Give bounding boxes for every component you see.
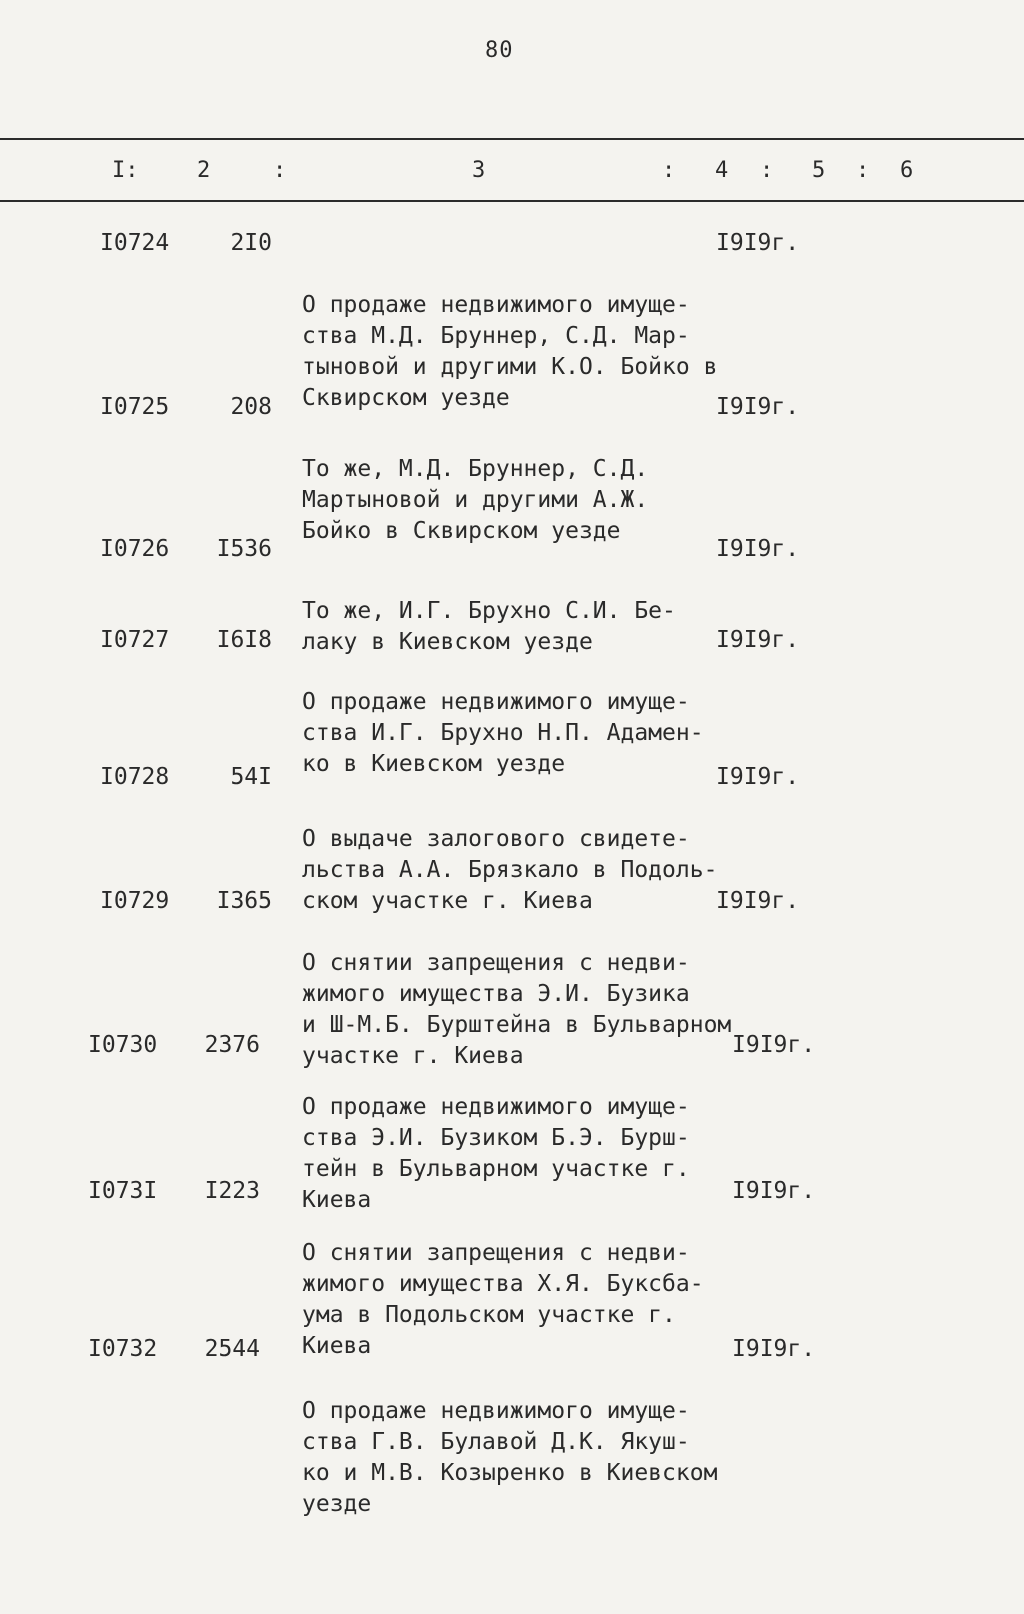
row-title: О продаже недвижимого имуще- ства И.Г. Брухно Н.П. Адамен- ко в Киевском уезде	[302, 689, 704, 777]
header-col2: 2	[197, 158, 211, 183]
header-col4: 4	[715, 158, 729, 183]
header-rule-bottom	[0, 200, 1024, 202]
header-col3: 3	[472, 158, 486, 183]
row-number: I0728	[100, 764, 170, 790]
header-sep1: :	[273, 158, 287, 183]
row-number: I0730	[88, 1032, 158, 1058]
row-number: I0725	[100, 394, 170, 420]
header-col1: I:	[112, 158, 139, 183]
row-title: О продаже недвижимого имуще- ства Э.И. Бузиком Б.Э. Бурш- тейн в Бульварном участке г. Киева	[302, 1094, 690, 1213]
row-title: О снятии запрещения с недви- жимого имущества Э.И. Бузика и Ш-М.Б. Бурштейна в Бульварном участке г. Киева	[302, 950, 732, 1069]
header-col6: 6	[900, 158, 914, 183]
header-sep3: :	[760, 158, 774, 183]
row-sheets: I6I8	[216, 627, 272, 653]
row-sheets: I365	[216, 888, 272, 914]
row-title: То же, М.Д. Бруннер, С.Д. Мартыновой и другими А.Ж. Бойко в Сквирском уезде	[302, 456, 649, 544]
row-title: О продаже недвижимого имуще- ства М.Д. Бруннер, С.Д. Мар- тыновой и другими К.О. Бойко в Сквирском уезде	[302, 292, 718, 411]
row-year: I9I9г.	[716, 627, 800, 653]
row-title: О выдаче залогового свидете- льства А.А. Брязкало в Подоль- ском участке г. Киева	[302, 826, 718, 914]
header-sep4: :	[856, 158, 870, 183]
row-number: I0727	[100, 627, 170, 653]
row-year: I9I9г.	[732, 1336, 816, 1362]
row-number: I0732	[88, 1336, 158, 1362]
row-sheets: 2544	[204, 1336, 260, 1362]
row-year: I9I9г.	[716, 888, 800, 914]
row-title: О продаже недвижимого имуще- ства Г.В. Булавой Д.К. Якуш- ко и М.В. Козыренко в Киевском уезде	[302, 1398, 718, 1517]
row-number: I0724	[100, 230, 170, 256]
row-year: I9I9г.	[732, 1032, 816, 1058]
row-year: I9I9г.	[716, 764, 800, 790]
row-number: I0729	[100, 888, 170, 914]
header-sep2: :	[662, 158, 676, 183]
row-sheets: I223	[204, 1178, 260, 1204]
row-sheets: I536	[216, 536, 272, 562]
header-col5: 5	[812, 158, 826, 183]
row-title: О снятии запрещения с недви- жимого имущества Х.Я. Буксба- ума в Подольском участке г. Киева	[302, 1240, 704, 1359]
row-sheets: 54I	[230, 764, 272, 790]
row-title: То же, И.Г. Брухно С.И. Бе- лаку в Киевском уезде	[302, 598, 676, 655]
row-year: I9I9г.	[716, 230, 800, 256]
row-number: I0726	[100, 536, 170, 562]
row-year: I9I9г.	[716, 536, 800, 562]
row-sheets: 2I0	[230, 230, 272, 256]
row-number: I073I	[88, 1178, 158, 1204]
header-rule-top	[0, 138, 1024, 140]
row-sheets: 208	[230, 394, 272, 420]
row-year: I9I9г.	[716, 394, 800, 420]
row-year: I9I9г.	[732, 1178, 816, 1204]
page-number: 80	[485, 38, 514, 63]
row-sheets: 2376	[204, 1032, 260, 1058]
